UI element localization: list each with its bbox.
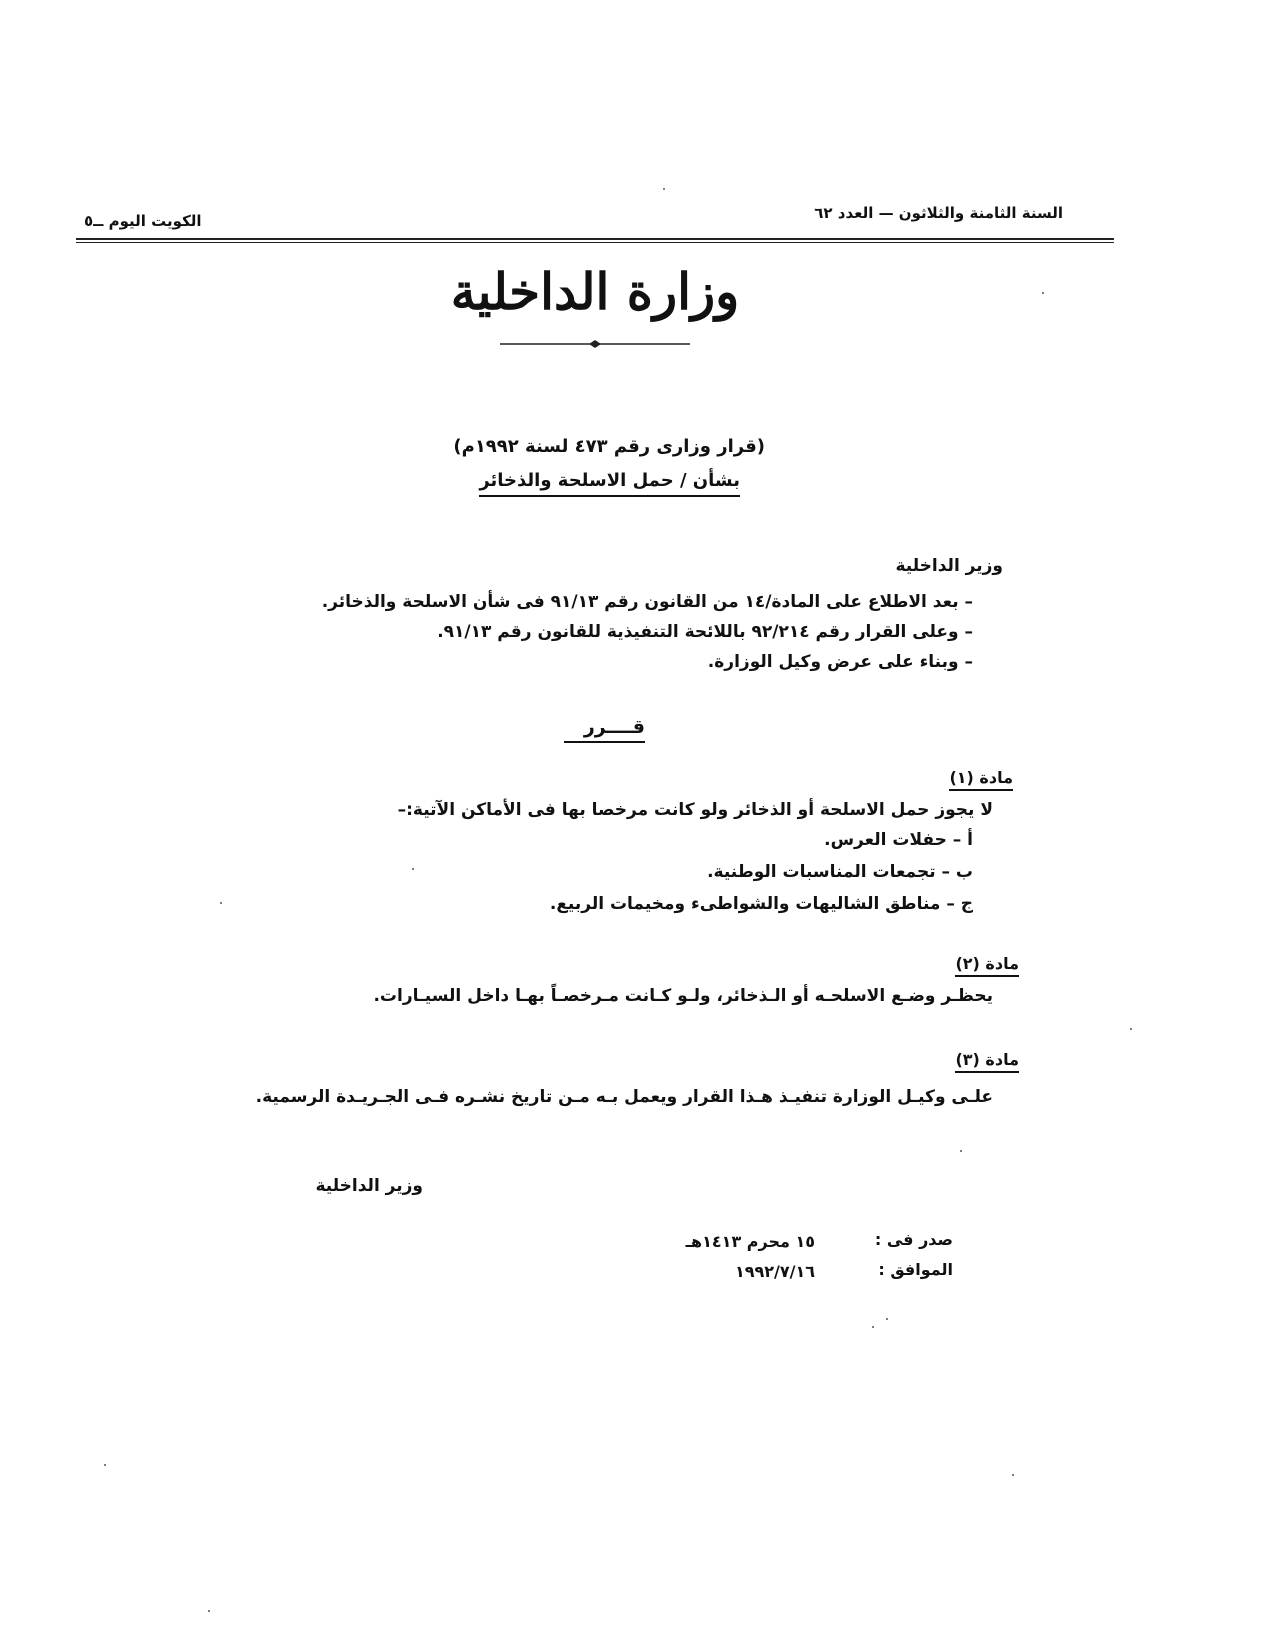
scan-speck bbox=[104, 1464, 106, 1466]
article-1-item: أ – حفلات العرس. bbox=[824, 830, 973, 850]
preamble-item: – بعد الاطلاع على المادة/١٤ من القانون رقم ٩١/١٣ فى شأن الاسلحة والذخائر. bbox=[321, 592, 973, 612]
scan-speck bbox=[960, 1150, 962, 1152]
scan-speck bbox=[220, 902, 222, 904]
scan-speck bbox=[886, 1318, 888, 1320]
decision-subject: بشأن / حمل الاسلحة والذخائر bbox=[479, 470, 740, 497]
issued-date-hijri: ١٥ محرم ١٤١٣هـ bbox=[685, 1232, 815, 1251]
issue-info: السنة الثامنة والثلاثون — العدد ٦٢ bbox=[814, 204, 1063, 222]
publication-name: الكويت اليوم ــ٥ bbox=[84, 212, 202, 230]
issued-label: صدر فى : bbox=[874, 1230, 953, 1249]
scan-speck bbox=[208, 1610, 210, 1612]
ornament-divider bbox=[500, 340, 690, 348]
signature-title: وزير الداخلية bbox=[315, 1176, 423, 1196]
scan-speck bbox=[1042, 292, 1044, 294]
header-divider bbox=[76, 238, 1114, 243]
article-3-text: علـى وكيـل الوزارة تنفيـذ هـذا القرار ويعمل بـه مـن تاريخ نشـره فـى الجـريـدة الرسمية. bbox=[255, 1087, 993, 1107]
agreed-date-gregorian: ١٩٩٢/٧/١٦ bbox=[734, 1262, 815, 1281]
scan-speck bbox=[412, 868, 414, 870]
article-1-item: ب – تجمعات المناسبات الوطنية. bbox=[707, 862, 973, 882]
preamble-item: – وعلى القرار رقم ٩٢/٢١٤ باللائحة التنفيذية للقانون رقم ٩١/١٣. bbox=[437, 622, 973, 642]
scan-speck bbox=[1130, 1028, 1132, 1030]
decided-heading: قــــرر bbox=[564, 716, 645, 743]
agreed-label: الموافق : bbox=[878, 1260, 953, 1279]
scan-speck bbox=[872, 1326, 874, 1328]
article-1-text: لا يجوز حمل الاسلحة أو الذخائر ولو كانت مرخصا بها فى الأماكن الآتية:– bbox=[397, 800, 993, 820]
scan-speck bbox=[663, 188, 665, 190]
scan-speck bbox=[1012, 1474, 1014, 1476]
ministry-logo: وزارة الداخلية bbox=[450, 262, 740, 321]
article-1-item: ج – مناطق الشاليهات والشواطىء ومخيمات الربيع. bbox=[549, 894, 973, 914]
article-2-heading: مادة (٢) bbox=[955, 954, 1019, 977]
article-3-heading: مادة (٣) bbox=[955, 1050, 1019, 1073]
article-2-text: يحظـر وضـع الاسلحـه أو الـذخائر، ولـو كـانت مـرخصـاً بهـا داخل السيـارات. bbox=[373, 986, 993, 1006]
article-1-heading: مادة (١) bbox=[949, 768, 1013, 791]
minister-heading: وزير الداخلية bbox=[895, 556, 1003, 576]
decision-number: (قرار وزارى رقم ٤٧٣ لسنة ١٩٩٢م) bbox=[453, 436, 765, 457]
preamble-item: – وبناء على عرض وكيل الوزارة. bbox=[707, 652, 973, 672]
